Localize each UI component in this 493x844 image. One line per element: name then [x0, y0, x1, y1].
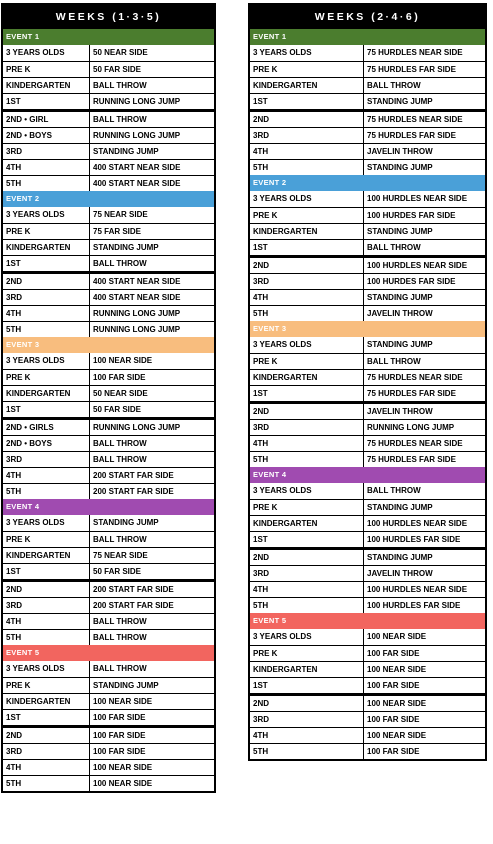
activity-cell: 100 HURDES FAR SIDE [367, 277, 456, 286]
table-row [250, 661, 485, 677]
activity-cell: 100 FAR SIDE [93, 713, 146, 722]
table-row [250, 255, 485, 273]
table-row [250, 693, 485, 711]
activity-cell: STANDING JUMP [93, 147, 159, 156]
activity-cell: 100 NEAR SIDE [367, 699, 427, 708]
grade-cell: 2ND [3, 274, 90, 289]
event-list [3, 29, 214, 791]
activity-cell: JAVELIN THROW [367, 147, 433, 156]
table-row [3, 207, 214, 223]
grade-cell: 3 YEARS OLDS [3, 353, 90, 369]
table-row [250, 45, 485, 61]
table-row [250, 93, 485, 109]
grade-cell: PRE K [3, 532, 90, 547]
activity-cell: 75 HURDLES FAR SIDE [367, 389, 456, 398]
grade-cell: 4TH [3, 614, 90, 629]
grade-cell: 3RD [3, 452, 90, 467]
activity-cell: BALL THROW [93, 664, 147, 673]
activity-cell: 100 NEAR SIDE [367, 632, 427, 641]
grade-cell: 3 YEARS OLDS [3, 515, 90, 531]
grade-cell: 3 YEARS OLDS [250, 337, 364, 353]
activity-cell: 50 FAR SIDE [93, 405, 142, 414]
grade-cell: 5TH [3, 776, 90, 791]
grade-cell: 3RD [250, 274, 364, 289]
activity-cell: STANDING JUMP [367, 97, 433, 106]
activity-cell: STANDING JUMP [367, 293, 433, 302]
activity-cell: 400 START NEAR SIDE [93, 293, 181, 302]
activity-cell: 400 START NEAR SIDE [93, 163, 181, 172]
table-row [250, 369, 485, 385]
table-row [3, 629, 214, 645]
activity-cell: 75 NEAR SIDE [93, 551, 148, 560]
activity-cell: 75 HURDLES NEAR SIDE [367, 48, 463, 57]
activity-cell: BALL THROW [93, 81, 147, 90]
schedule-title: WEEKS (1·3·5) [3, 5, 214, 29]
table-row [3, 223, 214, 239]
table-row [3, 385, 214, 401]
event-header: EVENT 2 [3, 191, 214, 207]
table-row [250, 597, 485, 613]
activity-cell: STANDING JUMP [367, 227, 433, 236]
table-row [250, 581, 485, 597]
activity-cell: 100 HURDLES NEAR SIDE [367, 261, 468, 270]
activity-cell: 50 FAR SIDE [93, 567, 142, 576]
activity-cell: 100 NEAR SIDE [93, 697, 153, 706]
grade-cell: PRE K [3, 678, 90, 693]
table-row [3, 709, 214, 725]
table-row [3, 93, 214, 109]
table-row [3, 175, 214, 191]
table-row [250, 159, 485, 175]
table-row [250, 677, 485, 693]
activity-cell: 200 START FAR SIDE [93, 471, 174, 480]
table-row [250, 353, 485, 369]
grade-cell: 2ND [250, 258, 364, 273]
grade-cell: 4TH [250, 582, 364, 597]
grade-cell: PRE K [250, 500, 364, 515]
grade-cell: KINDERGARTEN [3, 78, 90, 93]
grade-cell: 1ST [3, 564, 90, 579]
event-list [250, 29, 485, 759]
grade-cell: KINDERGARTEN [250, 370, 364, 385]
table-row [3, 547, 214, 563]
table-row [3, 515, 214, 531]
activity-cell: BALL THROW [367, 243, 421, 252]
grade-cell: 5TH [250, 306, 364, 321]
event-header: EVENT 1 [250, 29, 485, 45]
table-row [3, 597, 214, 613]
grade-cell: 3 YEARS OLDS [3, 661, 90, 677]
table-row [250, 435, 485, 451]
event-header: EVENT 5 [250, 613, 485, 629]
grade-cell: PRE K [250, 354, 364, 369]
table-row [3, 743, 214, 759]
activity-cell: 75 HURDLES FAR SIDE [367, 131, 456, 140]
activity-cell: 75 HURDLES NEAR SIDE [367, 439, 463, 448]
schedule-title: WEEKS (2·4·6) [250, 5, 485, 29]
activity-cell: BALL THROW [93, 535, 147, 544]
table-row [3, 305, 214, 321]
table-row [250, 499, 485, 515]
table-row [250, 385, 485, 401]
event-header: EVENT 3 [250, 321, 485, 337]
table-row [3, 677, 214, 693]
table-row [250, 305, 485, 321]
grade-cell: PRE K [250, 646, 364, 661]
grade-cell: 4TH [3, 760, 90, 775]
activity-cell: BALL THROW [367, 81, 421, 90]
grade-cell: 4TH [3, 160, 90, 175]
table-row [250, 239, 485, 255]
activity-cell: BALL THROW [367, 357, 421, 366]
grade-cell: 2ND [3, 728, 90, 743]
table-row [250, 191, 485, 207]
grade-cell: 3 YEARS OLDS [250, 483, 364, 499]
activity-cell: 100 HURDLES FAR SIDE [367, 535, 461, 544]
activity-cell: RUNNING LONG JUMP [93, 97, 181, 106]
activity-cell: 100 NEAR SIDE [93, 356, 153, 365]
activity-cell: 50 NEAR SIDE [93, 389, 148, 398]
activity-cell: STANDING JUMP [367, 163, 433, 172]
activity-cell: JAVELIN THROW [367, 309, 433, 318]
activity-cell: 400 START NEAR SIDE [93, 179, 181, 188]
table-row [3, 353, 214, 369]
activity-cell: 100 HURDLES NEAR SIDE [367, 519, 468, 528]
activity-cell: BALL THROW [93, 259, 147, 268]
activity-cell: RUNNING LONG JUMP [93, 423, 181, 432]
activity-cell: 75 HURDLES FAR SIDE [367, 455, 456, 464]
activity-cell: BALL THROW [93, 633, 147, 642]
activity-cell: 100 HURDLES NEAR SIDE [367, 585, 468, 594]
activity-cell: RUNNING LONG JUMP [367, 423, 455, 432]
table-row [3, 255, 214, 271]
activity-cell: STANDING JUMP [367, 503, 433, 512]
activity-cell: 200 START FAR SIDE [93, 487, 174, 496]
grade-cell: 3RD [3, 598, 90, 613]
table-row [250, 451, 485, 467]
grade-cell: 2ND [250, 550, 364, 565]
grade-cell: KINDERGARTEN [250, 78, 364, 93]
grade-cell: PRE K [250, 208, 364, 223]
activity-cell: 100 NEAR SIDE [367, 665, 427, 674]
table-row [250, 127, 485, 143]
activity-cell: BALL THROW [367, 486, 421, 495]
table-row [3, 127, 214, 143]
grade-cell: KINDERGARTEN [3, 240, 90, 255]
event-header: EVENT 5 [3, 645, 214, 661]
table-row [3, 143, 214, 159]
activity-cell: 100 HURDLES FAR SIDE [367, 601, 461, 610]
grade-cell: 4TH [3, 306, 90, 321]
grade-cell: 5TH [3, 484, 90, 499]
activity-cell: 75 NEAR SIDE [93, 210, 148, 219]
table-row [250, 289, 485, 305]
table-row [3, 531, 214, 547]
table-row [3, 239, 214, 255]
activity-cell: 100 HURDES FAR SIDE [367, 211, 456, 220]
activity-cell: 100 FAR SIDE [367, 715, 420, 724]
grade-cell: 4TH [3, 468, 90, 483]
activity-cell: 100 FAR SIDE [93, 731, 146, 740]
grade-cell: 4TH [250, 436, 364, 451]
table-row [3, 775, 214, 791]
table-row [3, 289, 214, 305]
table-row [3, 451, 214, 467]
activity-cell: STANDING JUMP [93, 518, 159, 527]
table-row [3, 321, 214, 337]
grade-cell: 1ST [250, 678, 364, 693]
grade-cell: 5TH [3, 322, 90, 337]
grade-cell: 3 YEARS OLDS [250, 191, 364, 207]
table-row [250, 109, 485, 127]
table-row [250, 629, 485, 645]
table-row [250, 727, 485, 743]
grade-cell: 1ST [3, 94, 90, 109]
table-row [250, 515, 485, 531]
grade-cell: 3 YEARS OLDS [250, 45, 364, 61]
table-row [3, 725, 214, 743]
activity-cell: 100 FAR SIDE [93, 373, 146, 382]
activity-cell: STANDING JUMP [367, 340, 433, 349]
grade-cell: 3 YEARS OLDS [250, 629, 364, 645]
grade-cell: 3RD [3, 144, 90, 159]
weeks-1-3-5-schedule [1, 3, 216, 793]
grade-cell: PRE K [3, 62, 90, 77]
activity-cell: 100 FAR SIDE [93, 747, 146, 756]
table-row [250, 143, 485, 159]
grade-cell: 2ND • BOYS [3, 436, 90, 451]
activity-cell: 200 START FAR SIDE [93, 585, 174, 594]
table-row [250, 483, 485, 499]
table-row [3, 77, 214, 93]
grade-cell: PRE K [3, 224, 90, 239]
grade-cell: 3 YEARS OLDS [3, 45, 90, 61]
table-row [250, 547, 485, 565]
table-row [3, 271, 214, 289]
grade-cell: 3RD [3, 290, 90, 305]
grade-cell: PRE K [3, 370, 90, 385]
activity-cell: RUNNING LONG JUMP [93, 131, 181, 140]
grade-cell: 5TH [3, 176, 90, 191]
table-row [3, 417, 214, 435]
activity-cell: 75 HURDLES NEAR SIDE [367, 115, 463, 124]
activity-cell: BALL THROW [93, 455, 147, 464]
grade-cell: 2ND [250, 404, 364, 419]
event-header: EVENT 4 [3, 499, 214, 515]
activity-cell: 50 FAR SIDE [93, 65, 142, 74]
grade-cell: 5TH [250, 598, 364, 613]
grade-cell: 3RD [250, 712, 364, 727]
table-row [250, 565, 485, 581]
grade-cell: KINDERGARTEN [3, 694, 90, 709]
table-row [250, 531, 485, 547]
grade-cell: 5TH [250, 744, 364, 759]
table-row [3, 435, 214, 451]
grade-cell: 2ND [250, 696, 364, 711]
grade-cell: KINDERGARTEN [250, 516, 364, 531]
grade-cell: 4TH [250, 290, 364, 305]
activity-cell: 400 START NEAR SIDE [93, 277, 181, 286]
table-row [3, 483, 214, 499]
table-row [250, 337, 485, 353]
table-row [250, 61, 485, 77]
table-row [250, 645, 485, 661]
grade-cell: KINDERGARTEN [3, 386, 90, 401]
table-row [3, 467, 214, 483]
table-row [250, 273, 485, 289]
grade-cell: 2ND [3, 582, 90, 597]
grade-cell: KINDERGARTEN [250, 662, 364, 677]
table-row [250, 223, 485, 239]
table-row [3, 579, 214, 597]
grade-cell: 1ST [250, 240, 364, 255]
grade-cell: 3RD [3, 744, 90, 759]
grade-cell: 1ST [250, 94, 364, 109]
grade-cell: 1ST [250, 532, 364, 547]
activity-cell: RUNNING LONG JUMP [93, 325, 181, 334]
grade-cell: 1ST [3, 402, 90, 417]
grade-cell: 5TH [3, 630, 90, 645]
grade-cell: 1ST [3, 256, 90, 271]
table-row [3, 369, 214, 385]
table-row [3, 661, 214, 677]
activity-cell: 75 FAR SIDE [93, 227, 142, 236]
grade-cell: 3RD [250, 420, 364, 435]
grade-cell: 2ND • GIRL [3, 112, 90, 127]
table-row [250, 711, 485, 727]
activity-cell: RUNNING LONG JUMP [93, 309, 181, 318]
grade-cell: 2ND [250, 112, 364, 127]
grade-cell: 2ND • GIRLS [3, 420, 90, 435]
grade-cell: KINDERGARTEN [250, 224, 364, 239]
table-row [250, 419, 485, 435]
activity-cell: 100 FAR SIDE [367, 649, 420, 658]
table-row [3, 401, 214, 417]
grade-cell: 3RD [250, 128, 364, 143]
table-row [3, 563, 214, 579]
table-row [250, 77, 485, 93]
activity-cell: 75 HURDLES FAR SIDE [367, 65, 456, 74]
activity-cell: 100 NEAR SIDE [367, 731, 427, 740]
activity-cell: BALL THROW [93, 617, 147, 626]
table-row [250, 743, 485, 759]
grade-cell: 5TH [250, 160, 364, 175]
grade-cell: 1ST [3, 710, 90, 725]
activity-cell: 100 NEAR SIDE [93, 763, 153, 772]
table-row [3, 109, 214, 127]
grade-cell: KINDERGARTEN [3, 548, 90, 563]
table-row [3, 693, 214, 709]
table-row [3, 159, 214, 175]
event-header: EVENT 2 [250, 175, 485, 191]
activity-cell: 200 START FAR SIDE [93, 601, 174, 610]
activity-cell: STANDING JUMP [93, 681, 159, 690]
activity-cell: 100 FAR SIDE [367, 681, 420, 690]
event-header: EVENT 4 [250, 467, 485, 483]
activity-cell: STANDING JUMP [93, 243, 159, 252]
activity-cell: JAVELIN THROW [367, 569, 433, 578]
activity-cell: 100 HURDLES NEAR SIDE [367, 194, 468, 203]
grade-cell: PRE K [250, 62, 364, 77]
activity-cell: 75 HURDLES NEAR SIDE [367, 373, 463, 382]
event-header: EVENT 3 [3, 337, 214, 353]
grade-cell: 3RD [250, 566, 364, 581]
grade-cell: 3 YEARS OLDS [3, 207, 90, 223]
table-row [3, 45, 214, 61]
grade-cell: 2ND • BOYS [3, 128, 90, 143]
table-row [3, 61, 214, 77]
grade-cell: 5TH [250, 452, 364, 467]
activity-cell: BALL THROW [93, 439, 147, 448]
activity-cell: JAVELIN THROW [367, 407, 433, 416]
activity-cell: 50 NEAR SIDE [93, 48, 148, 57]
table-row [3, 759, 214, 775]
grade-cell: 4TH [250, 728, 364, 743]
activity-cell: BALL THROW [93, 115, 147, 124]
activity-cell: 100 NEAR SIDE [93, 779, 153, 788]
grade-cell: 4TH [250, 144, 364, 159]
activity-cell: STANDING JUMP [367, 553, 433, 562]
weeks-2-4-6-schedule [248, 3, 487, 761]
grade-cell: 1ST [250, 386, 364, 401]
activity-cell: 100 FAR SIDE [367, 747, 420, 756]
event-header: EVENT 1 [3, 29, 214, 45]
table-row [250, 207, 485, 223]
table-row [250, 401, 485, 419]
table-row [3, 613, 214, 629]
